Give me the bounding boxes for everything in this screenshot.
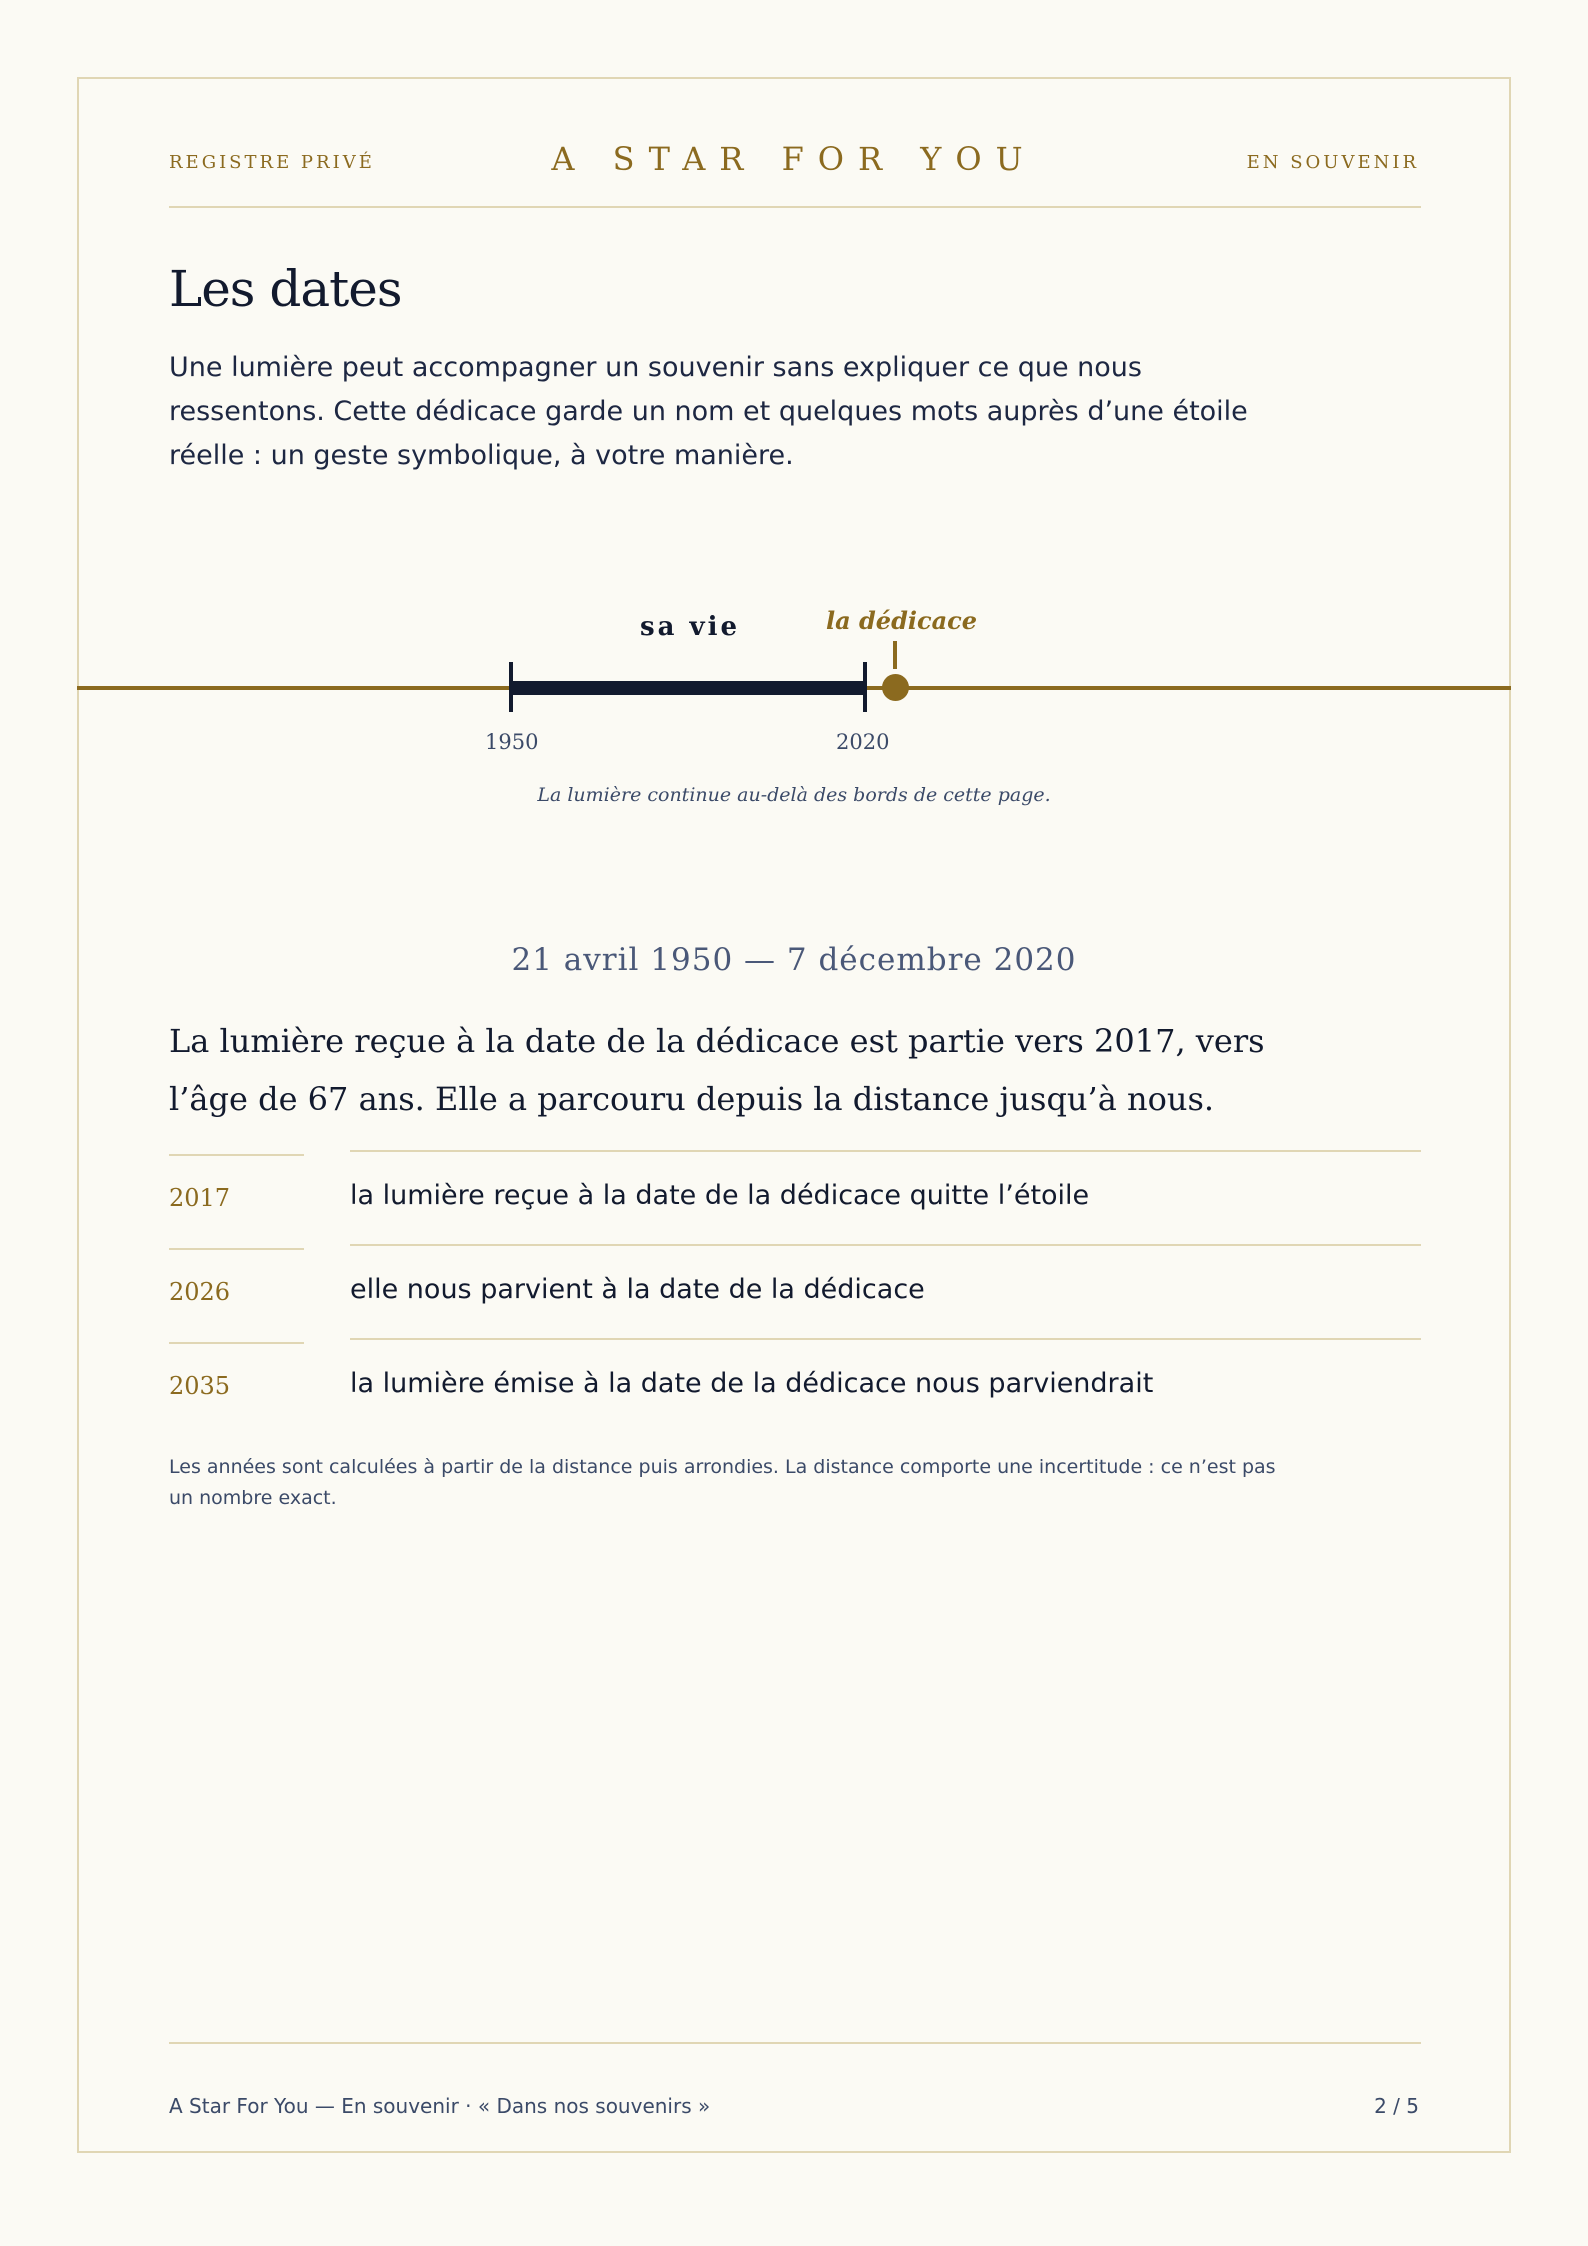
timeline-start-tick bbox=[509, 662, 513, 712]
fact-text: la lumière reçue à la date de la dédicace quitte l’étoile bbox=[350, 1180, 1090, 1211]
dedication-marker bbox=[882, 674, 909, 701]
fact-text: elle nous parvient à la date de la dédicace bbox=[350, 1274, 925, 1305]
dedication-stem bbox=[893, 641, 897, 669]
fact-year: 2035 bbox=[169, 1372, 231, 1400]
fact-year: 2017 bbox=[169, 1184, 231, 1212]
list-item bbox=[169, 1244, 1421, 1338]
header-left-label: REGISTRE PRIVÉ bbox=[169, 152, 375, 173]
life-label: sa vie bbox=[640, 612, 741, 642]
footer-text: A Star For You — En souvenir · « Dans nos souvenirs » bbox=[169, 2094, 711, 2118]
fact-year: 2026 bbox=[169, 1278, 231, 1306]
page-number: 2 / 5 bbox=[1374, 2094, 1419, 2118]
divider bbox=[350, 1150, 1421, 1152]
divider bbox=[350, 1244, 1421, 1246]
header-right-label: EN SOUVENIR bbox=[1246, 152, 1419, 173]
end-year-label: 2020 bbox=[836, 730, 890, 754]
footer-divider bbox=[169, 2042, 1421, 2044]
brand-title: A STAR FOR YOU bbox=[551, 140, 1037, 178]
divider bbox=[169, 1154, 304, 1156]
list-item bbox=[169, 1338, 1421, 1432]
page-title: Les dates bbox=[169, 260, 402, 318]
timeline-life-bar bbox=[511, 681, 865, 695]
fact-text: la lumière émise à la date de la dédicace nous parviendrait bbox=[350, 1368, 1154, 1399]
start-year-label: 1950 bbox=[485, 730, 539, 754]
lead-paragraph: La lumière reçue à la date de la dédicace est partie vers 2017, vers l’âge de 67 ans. Elle a parcouru depuis la distance jusqu’à nous. bbox=[169, 1022, 1265, 1118]
header-divider bbox=[169, 206, 1421, 208]
dedication-label: la dédicace bbox=[826, 606, 978, 635]
divider bbox=[169, 1248, 304, 1250]
divider bbox=[350, 1338, 1421, 1340]
life-dates: 21 avril 1950 — 7 décembre 2020 bbox=[511, 942, 1077, 978]
facts-list bbox=[169, 1150, 1421, 1432]
list-item bbox=[169, 1150, 1421, 1244]
timeline-note: La lumière continue au-delà des bords de cette page. bbox=[537, 784, 1051, 806]
timeline-end-tick bbox=[863, 662, 867, 712]
footnote: Les années sont calculées à partir de la distance puis arrondies. La distance comporte une incertitude : ce n’est pas un nombre exact. bbox=[169, 1456, 1276, 1509]
divider bbox=[169, 1342, 304, 1344]
intro-paragraph: Une lumière peut accompagner un souvenir sans expliquer ce que nous ressentons. Cette dédicace garde un nom et quelques mots auprès d’une étoile réelle : un geste symbolique, à votre manière. bbox=[169, 352, 1248, 471]
